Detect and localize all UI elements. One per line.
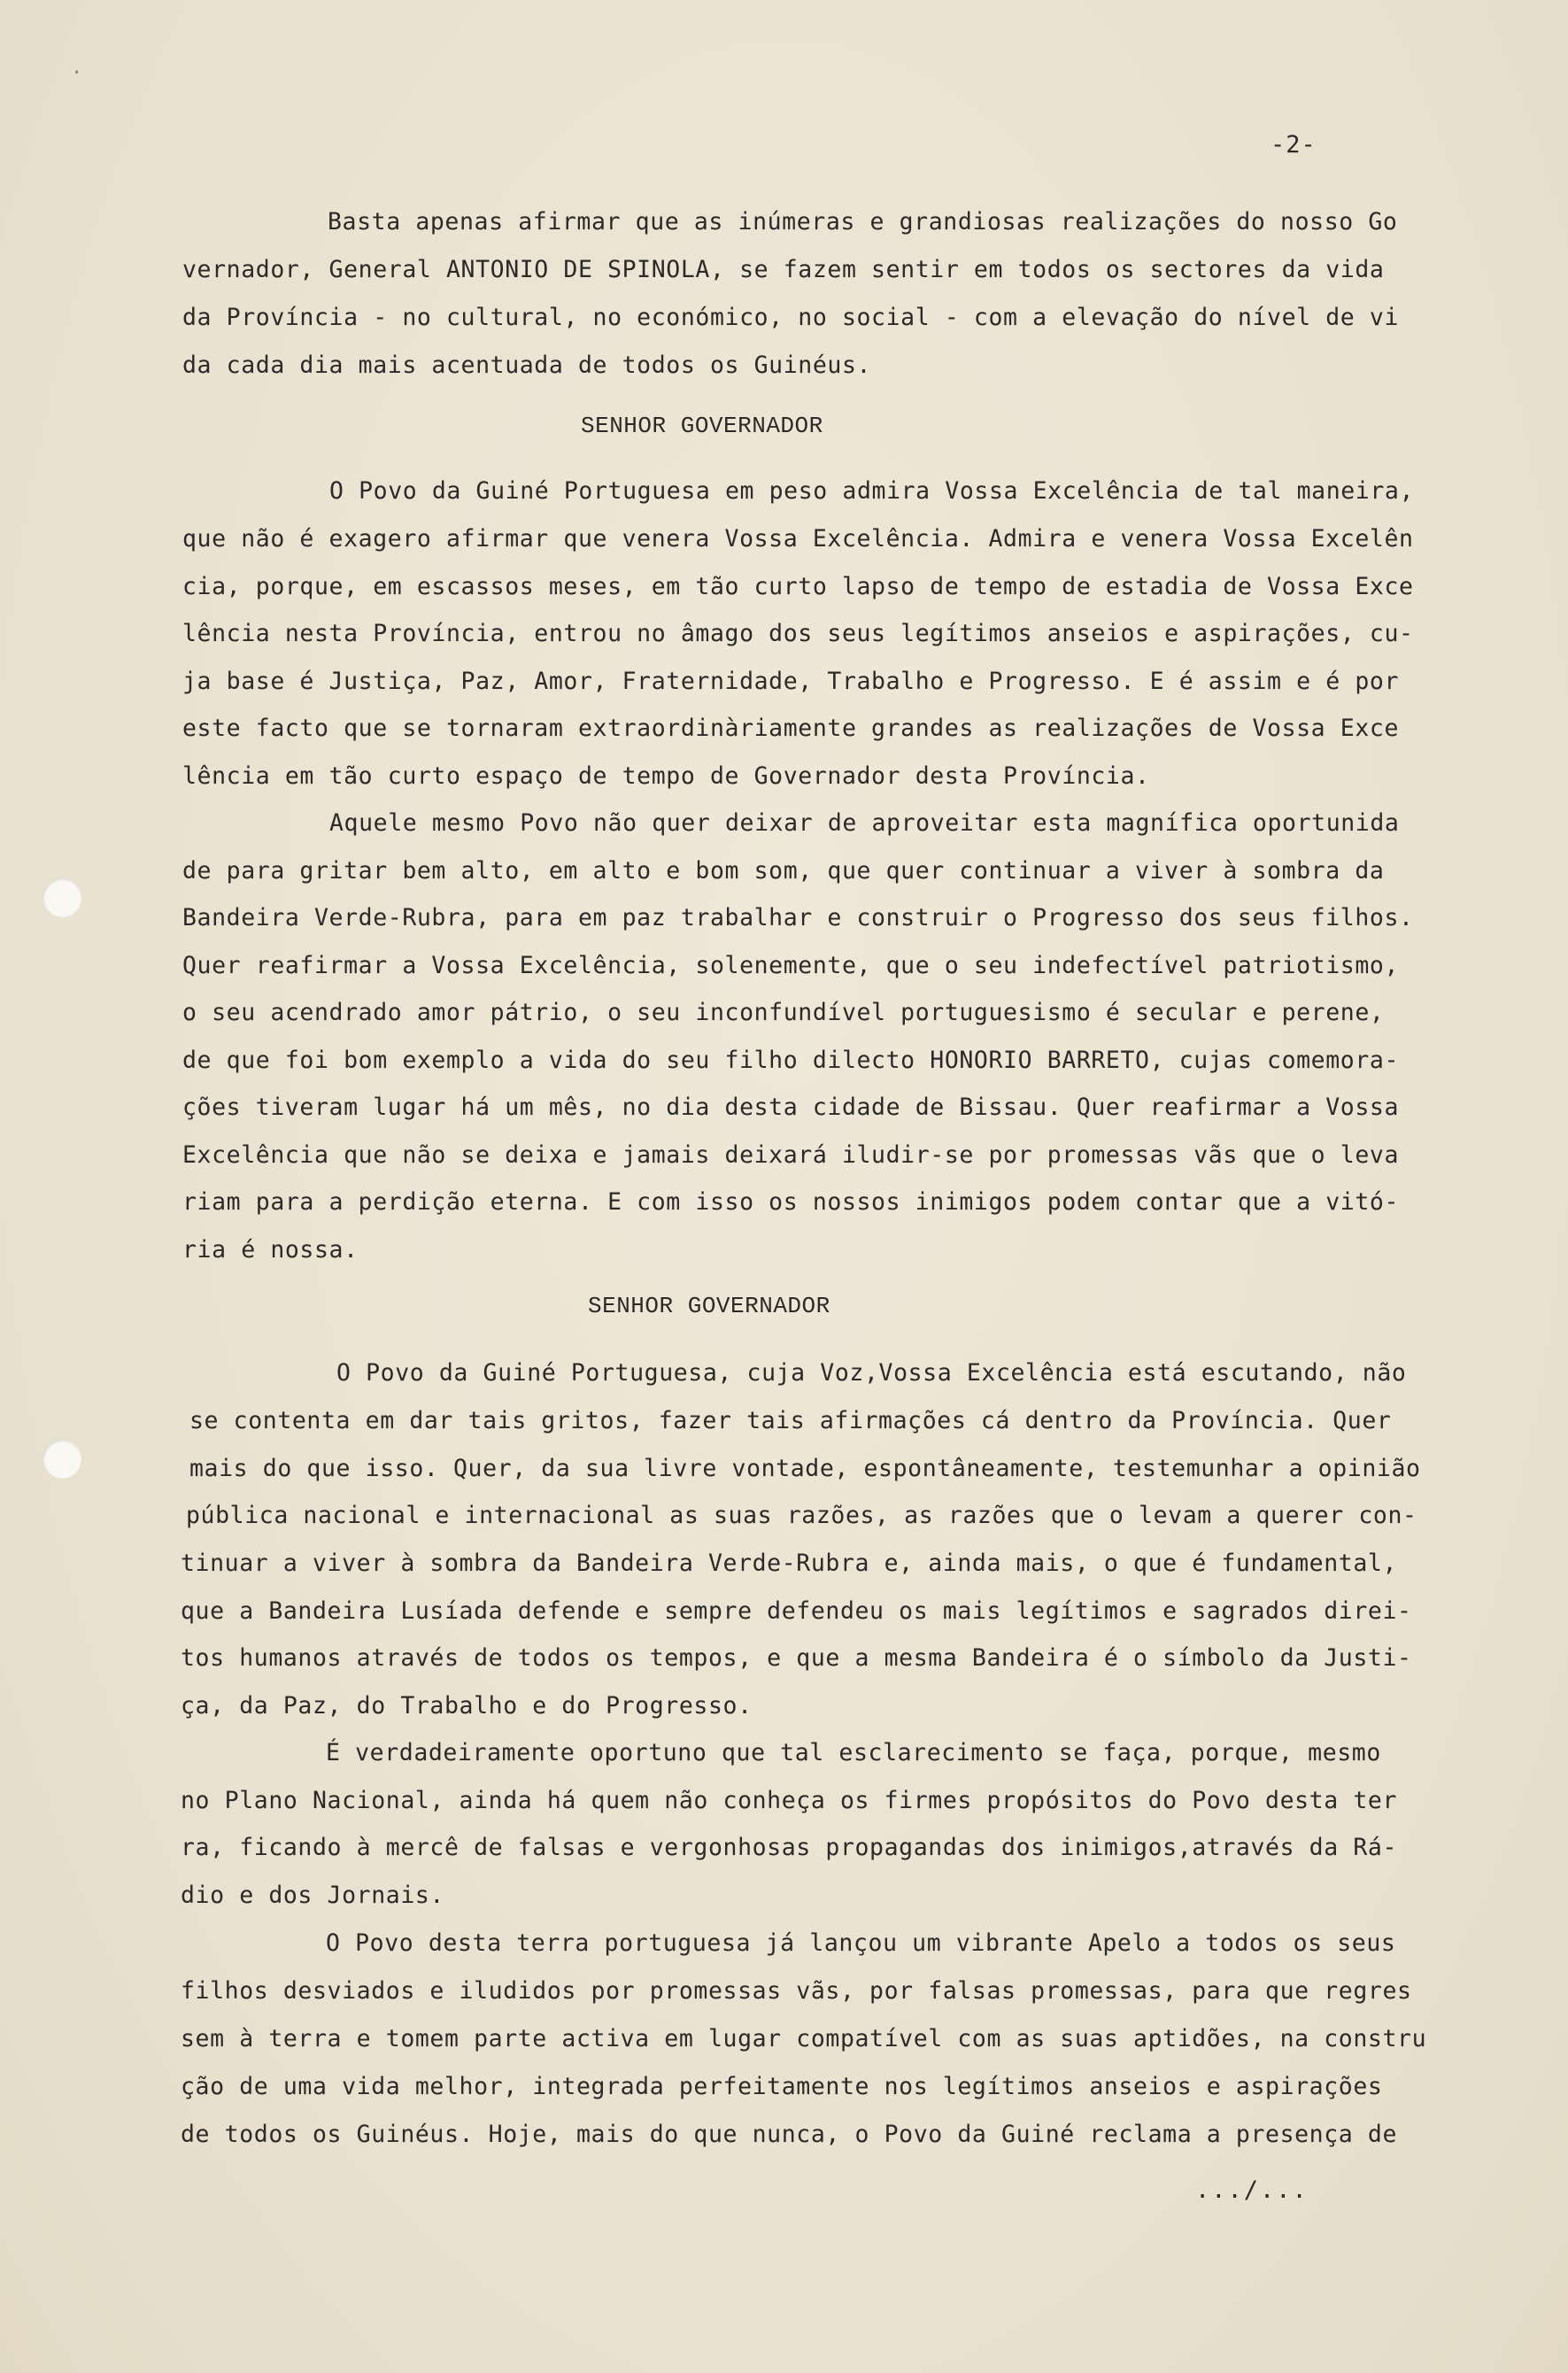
text-line: dio e dos Jornais.	[181, 1882, 444, 1909]
text-line: cia, porque, em escassos meses, em tão curto lapso de tempo de estadia de Vossa Exce	[182, 573, 1414, 600]
text-line: filhos desviados e iludidos por promessas vãs, por falsas promessas, para que regres	[181, 1977, 1412, 2005]
text-line: Aquele mesmo Povo não quer deixar de aproveitar esta magnífica oportunida	[329, 809, 1400, 837]
section-heading: SENHOR GOVERNADOR	[588, 1293, 830, 1319]
paper-mark: ·	[71, 62, 83, 84]
text-line: O Povo da Guiné Portuguesa, cuja Voz,Vossa Excelência está escutando, não	[336, 1359, 1407, 1387]
text-line: de que foi bom exemplo a vida do seu filho dilecto HONORIO BARRETO, cujas comemora-	[182, 1047, 1400, 1074]
text-line: É verdadeiramente oportuno que tal esclarecimento se faça, porque, mesmo	[326, 1739, 1381, 1766]
text-line: vernador, General ANTONIO DE SPINOLA, se fazem sentir em todos os sectores da vida	[182, 256, 1385, 283]
text-line: este facto que se tornaram extraordinàriamente grandes as realizações de Vossa Exce	[182, 715, 1400, 742]
text-line: ções tiveram lugar há um mês, no dia desta cidade de Bissau. Quer reafirmar a Vossa	[182, 1094, 1400, 1121]
text-line: da cada dia mais acentuada de todos os Guinéus.	[182, 352, 872, 379]
text-line: de todos os Guinéus. Hoje, mais do que nunca, o Povo da Guiné reclama a presença de	[181, 2121, 1398, 2148]
text-line: Quer reafirmar a Vossa Excelência, solenemente, que o seu indefectível patriotismo,	[182, 952, 1400, 979]
text-line: Excelência que não se deixa e jamais deixará iludir-se por promessas vãs que o leva	[182, 1141, 1400, 1169]
text-line: ja base é Justiça, Paz, Amor, Fraternidade, Trabalho e Progresso. E é assim e é por	[182, 668, 1400, 695]
text-line: ra, ficando à mercê de falsas e vergonhosas propagandas dos inimigos,através da Rá-	[181, 1834, 1398, 1861]
text-line: ça, da Paz, do Trabalho e do Progresso.	[181, 1692, 753, 1720]
punch-hole	[42, 878, 81, 917]
text-line: O Povo desta terra portuguesa já lançou um vibrante Apelo a todos os seus	[326, 1929, 1396, 1957]
text-line: da Província - no cultural, no económico, no social - com a elevação do nível de vi	[182, 304, 1400, 331]
punch-hole	[42, 1440, 81, 1479]
text-line: riam para a perdição eterna. E com isso os nossos inimigos podem contar que a vitó-	[182, 1188, 1400, 1216]
text-line: no Plano Nacional, ainda há quem não conheça os firmes propósitos do Povo desta ter	[181, 1787, 1398, 1814]
page-number: -2-	[1271, 131, 1317, 158]
text-line: lência nesta Província, entrou no âmago dos seus legítimos anseios e aspirações, cu-	[182, 620, 1414, 647]
text-line: se contenta em dar tais gritos, fazer tais afirmações cá dentro da Província. Quer	[189, 1407, 1392, 1434]
text-line: sem à terra e tomem parte activa em lugar compatível com as suas aptidões, na constru	[181, 2025, 1427, 2052]
text-line: ção de uma vida melhor, integrada perfeitamente nos legítimos anseios e aspirações	[181, 2073, 1383, 2100]
text-line: de para gritar bem alto, em alto e bom som, que quer continuar a viver à sombra da	[182, 857, 1385, 885]
text-line: o seu acendrado amor pátrio, o seu inconfundível portuguesismo é secular e perene,	[182, 999, 1385, 1026]
text-line: tos humanos através de todos os tempos, e que a mesma Bandeira é o símbolo da Justi-	[181, 1644, 1412, 1672]
text-line: Basta apenas afirmar que as inúmeras e grandiosas realizações do nosso Go	[328, 208, 1398, 236]
text-line: ria é nossa.	[182, 1236, 359, 1264]
text-line: mais do que isso. Quer, da sua livre vontade, espontâneamente, testemunhar a opinião	[189, 1455, 1421, 1482]
text-line: Bandeira Verde-Rubra, para em paz trabalhar e construir o Progresso dos seus filhos.	[182, 904, 1414, 931]
text-line: O Povo da Guiné Portuguesa em peso admira Vossa Excelência de tal maneira,	[329, 477, 1415, 505]
text-line: que a Bandeira Lusíada defende e sempre defendeu os mais legítimos e sagrados direi-	[181, 1597, 1412, 1625]
section-heading: SENHOR GOVERNADOR	[581, 413, 823, 439]
text-line: lência em tão curto espaço de tempo de Governador desta Província.	[182, 762, 1150, 790]
text-line: que não é exagero afirmar que venera Vossa Excelência. Admira e venera Vossa Excelên	[182, 525, 1414, 553]
continuation-mark: .../...	[1195, 2176, 1309, 2204]
text-line: tinuar a viver à sombra da Bandeira Verde-Rubra e, ainda mais, o que é fundamental,	[181, 1550, 1398, 1577]
text-line: pública nacional e internacional as suas razões, as razões que o levam a querer con-	[186, 1502, 1417, 1529]
